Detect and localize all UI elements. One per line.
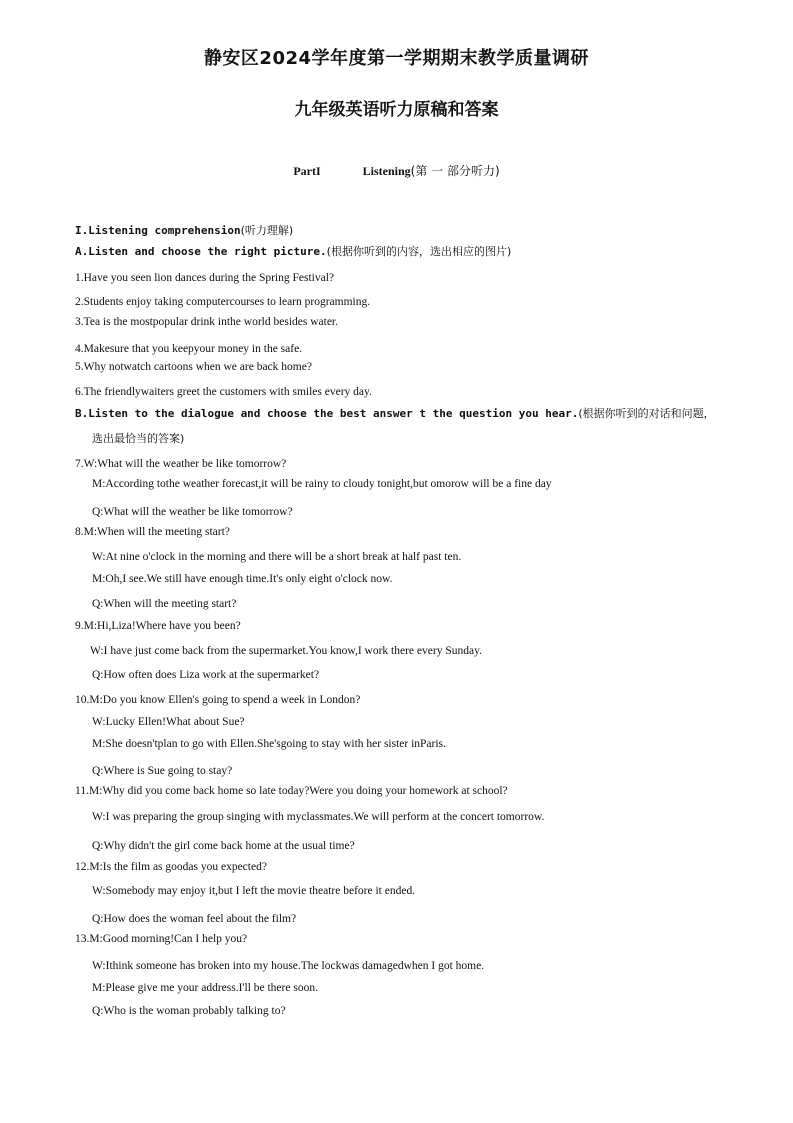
section-heading-a [75,245,511,259]
dialogue-line: 8.M:When will the meeting start? [75,526,230,538]
dialogue-line: W:I have just come back from the supermarket.You know,I work there every Sunday. [90,645,482,657]
list-item: 3.Tea is the mostpopular drink inthe world besides water. [75,316,339,328]
dialogue-line: 10.M:Do you know Ellen's going to spend a week in London? [75,694,361,706]
dialogue-line: M:According tothe weather forecast,it will be rainy to cloudy tonight,but omorow will be a fine day [92,478,552,490]
dialogue-line: Q:Where is Sue going to stay? [92,765,233,777]
dialogue-line: M:Oh,I see.We still have enough time.It's only eight o'clock now. [92,573,393,585]
dialogue-line: 13.M:Good morning!Can I help you? [75,933,248,945]
section-1-title: I.Listening [75,224,148,237]
list-item: 5.Why notwatch cartoons when we are back home? [75,361,312,373]
section-1-title-rest: comprehension [147,224,241,237]
dialogue-line: Q:Who is the woman probably talking to? [92,1005,286,1017]
document-subtitle: 九年级英语听力原稿和答案 [294,100,499,120]
section-a-cn: (根据你听到的内容，选出相应的图片) [326,245,512,258]
section-b-cn-continued: 选出最恰当的答案) [92,432,185,445]
list-item: 1.Have you seen lion dances during the Spring Festival? [75,272,335,284]
part-cn: (第 一 部分听力) [410,164,500,178]
dialogue-line: Q:How does the woman feel about the film? [92,913,297,925]
list-item: 4.Makesure that you keepyour money in the safe. [75,343,303,355]
section-1-cn: (听力理解) [240,224,294,237]
dialogue-line: W:I was preparing the group singing with myclassmates.We will perform at the concert tomorrow. [92,811,545,823]
section-a-title: A.Listen and choose the right picture. [75,245,327,258]
dialogue-line: Q:How often does Liza work at the supermarket? [92,669,320,681]
dialogue-line: 12.M:Is the film as goodas you expected? [75,861,267,873]
part-name: Listening [362,164,411,178]
dialogue-line: 9.M:Hi,Liza!Where have you been? [75,620,241,632]
document-title: 静安区2024学年度第一学期期末教学质量调研 [203,48,590,69]
dialogue-line: W:Somebody may enjoy it,but I left the movie theatre before it ended. [92,885,416,897]
dialogue-line: W:Ithink someone has broken into my house.The lockwas damagedwhen I got home. [92,960,485,972]
dialogue-line: Q:Why didn't the girl come back home at the usual time? [92,840,355,852]
dialogue-line: M:Please give me your address.I'll be there soon. [92,982,318,994]
section-b-title: B.Listen to the dialogue and choose the best answer t the question you hear. [75,407,579,420]
section-b-cn: (根据你听到的对话和问题， [578,407,715,420]
part-heading [0,162,793,179]
part-label: PartI [293,164,321,178]
list-item: 2.Students enjoy taking computercourses to learn programming. [75,296,371,308]
dialogue-line: Q:What will the weather be like tomorrow? [92,506,293,518]
dialogue-line: M:She doesn'tplan to go with Ellen.She'sgoing to stay with her sister inParis. [92,738,446,750]
section-heading-b [75,407,715,421]
dialogue-line: 7.W:What will the weather be like tomorrow? [75,458,287,470]
list-item: 6.The friendlywaiters greet the customers with smiles every day. [75,386,372,398]
dialogue-line: 11.M:Why did you come back home so late today?Were you doing your homework at school? [75,785,508,797]
dialogue-line: W:At nine o'clock in the morning and there will be a short break at half past ten. [92,551,462,563]
dialogue-line: Q:When will the meeting start? [92,598,237,610]
section-heading-comprehension [75,224,293,238]
dialogue-line: W:Lucky Ellen!What about Sue? [92,716,245,728]
